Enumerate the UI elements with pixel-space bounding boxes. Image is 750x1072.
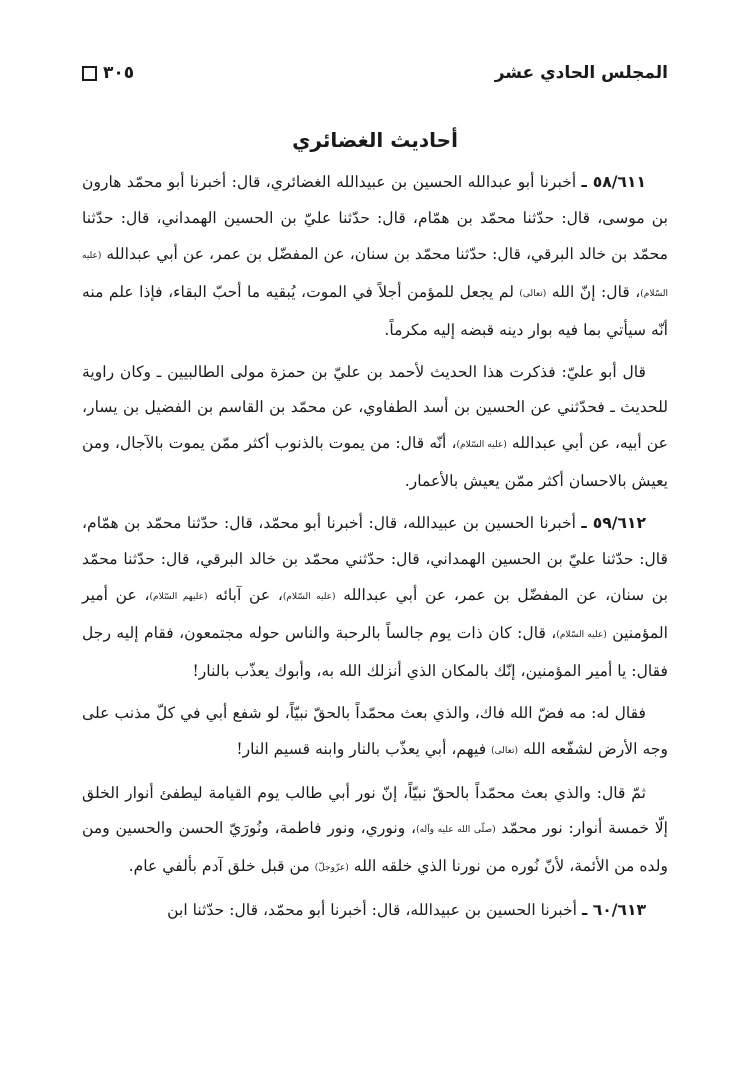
hadith-paragraph (82, 355, 668, 501)
paragraph-text: ، عن أمير المؤمنين (82, 585, 668, 642)
paragraph-text: ، عن آبائه (207, 585, 283, 604)
honorific: (عزّوجلّ) (314, 863, 349, 874)
paragraph-text: ، قال: إنّ الله (546, 282, 641, 301)
hadith-number: ٥٨/٦١١ ـ (581, 173, 646, 191)
page-number-group (82, 63, 134, 83)
honorific: (عليه السّلام) (282, 591, 336, 602)
paragraph-text: ، قال: كان ذات يوم جالساً بالرحبة والناس حوله مجتمعون، فقام إليه رجل فقال: يا أمير المؤمنين، إنّك بالمكان الذي أنزلك الله به، وأبوك يعذّب بالنار! (82, 623, 668, 680)
running-head (82, 58, 668, 88)
paragraph-text: فقال له: مه فضّ الله فاك، والذي بعث محمّداً بالحقّ نبيّاً، لو شفع أبي في كلّ مذنب على وجه الأرض لشفّعه الله (82, 703, 668, 758)
honorific: (عليه السّلام) (82, 250, 668, 299)
honorific: (عليه السّلام) (556, 629, 607, 640)
hadith-paragraph (82, 696, 668, 770)
paragraph-text: فيهم، أبي يعذّب بالنار وابنه قسيم النار! (236, 739, 492, 758)
paragraph-text: ، أنّه قال: من يموت بالذنوب أكثر ممّن يموت بالآجال، ومن يعيش بالاحسان أكثر ممّن يعيش بالأعمار. (82, 434, 668, 491)
hadith-paragraph (82, 776, 668, 888)
honorific: (تعالى) (491, 745, 518, 756)
paragraph-text: أخبرنا أبو عبدالله الحسين بن عبيدالله الغضائري، قال: أخبرنا أبو محمّد هارون بن موسى، قال: حدّثنا محمّد بن همّام، قال: حدّثنا عليّ بن الحسين الهمداني، قال: حدّثنا محمّد بن خالد البرقي، قال: حدّثنا محمّد بن سنان، عن المفضّل بن عمر، عن أبي عبدالله (82, 173, 668, 263)
page-number: ٣٠٥ (103, 63, 135, 83)
page-body (82, 165, 668, 935)
hadith-paragraph (82, 165, 668, 349)
honorific: (صلّى الله عليه وآله) (416, 825, 496, 836)
paragraph-text: ثمّ قال: والذي بعث محمّداً بالحقّ نبيّاً، إنّ نور أبي طالب يوم القيامة ليطفئ أنوار الخلق إلّا خمسة أنوار: نور محمّد (82, 783, 668, 838)
paragraph-text: أخبرنا الحسين بن عبيدالله، قال: أخبرنا أبو محمّد، قال: حدّثنا ابن (167, 901, 582, 920)
honorific: (عليه السّلام) (456, 440, 507, 451)
hadith-number: ٥٩/٦١٢ ـ (581, 514, 646, 533)
paragraph-text: قال أبو عليّ: فذكرت هذا الحديث لأحمد بن عليّ بن حمزة مولى الطالبيين ـ وكان راوية للحديث ـ فحدّثني عن الحسين بن أسد الطفاوي، عن محمّد بن القاسم بن الفضيل بن يسار، عن أبيه، عن أبي عبدالله (82, 362, 668, 453)
paragraph-text: أخبرنا الحسين بن عبيدالله، قال: أخبرنا أبو محمّد، قال: حدّثنا محمّد بن همّام، قال: حدّثنا عليّ بن الحسين الهمداني، قال: حدّثني محمّد بن خالد البرقي، قال: حدّثنا محمّد بن سنان، عن المفضّل بن عمر، عن أبي عبدالله (82, 514, 669, 604)
hadith-number: ٦٠/٦١٣ ـ (581, 901, 646, 920)
hadith-paragraph (82, 506, 668, 690)
chapter-title: المجلس الحادي عشر (494, 63, 668, 83)
honorific: (تعالى) (519, 288, 547, 299)
square-icon (82, 66, 97, 81)
paragraph-text: لم يجعل للمؤمن أجلاً في الموت، يُبقيه ما أحبّ البقاء، فإذا علم منه أنّه سيأتي بما فيه بوار دينه قبضه إليه مكرماً. (82, 282, 668, 339)
honorific: (عليهم السّلام) (149, 591, 208, 602)
section-title: أحاديث الغضائري (292, 128, 458, 152)
paragraph-text: من قبل خلق آدم بألفي عام. (128, 857, 315, 876)
paragraph-text: ، ونوري، ونور فاطمة، ونُورَيّ الحسن والحسين ومن ولده من الأئمة، لأنّ نُوره من نورنا الذي خلقه الله (82, 819, 668, 876)
hadith-paragraph (82, 893, 668, 929)
